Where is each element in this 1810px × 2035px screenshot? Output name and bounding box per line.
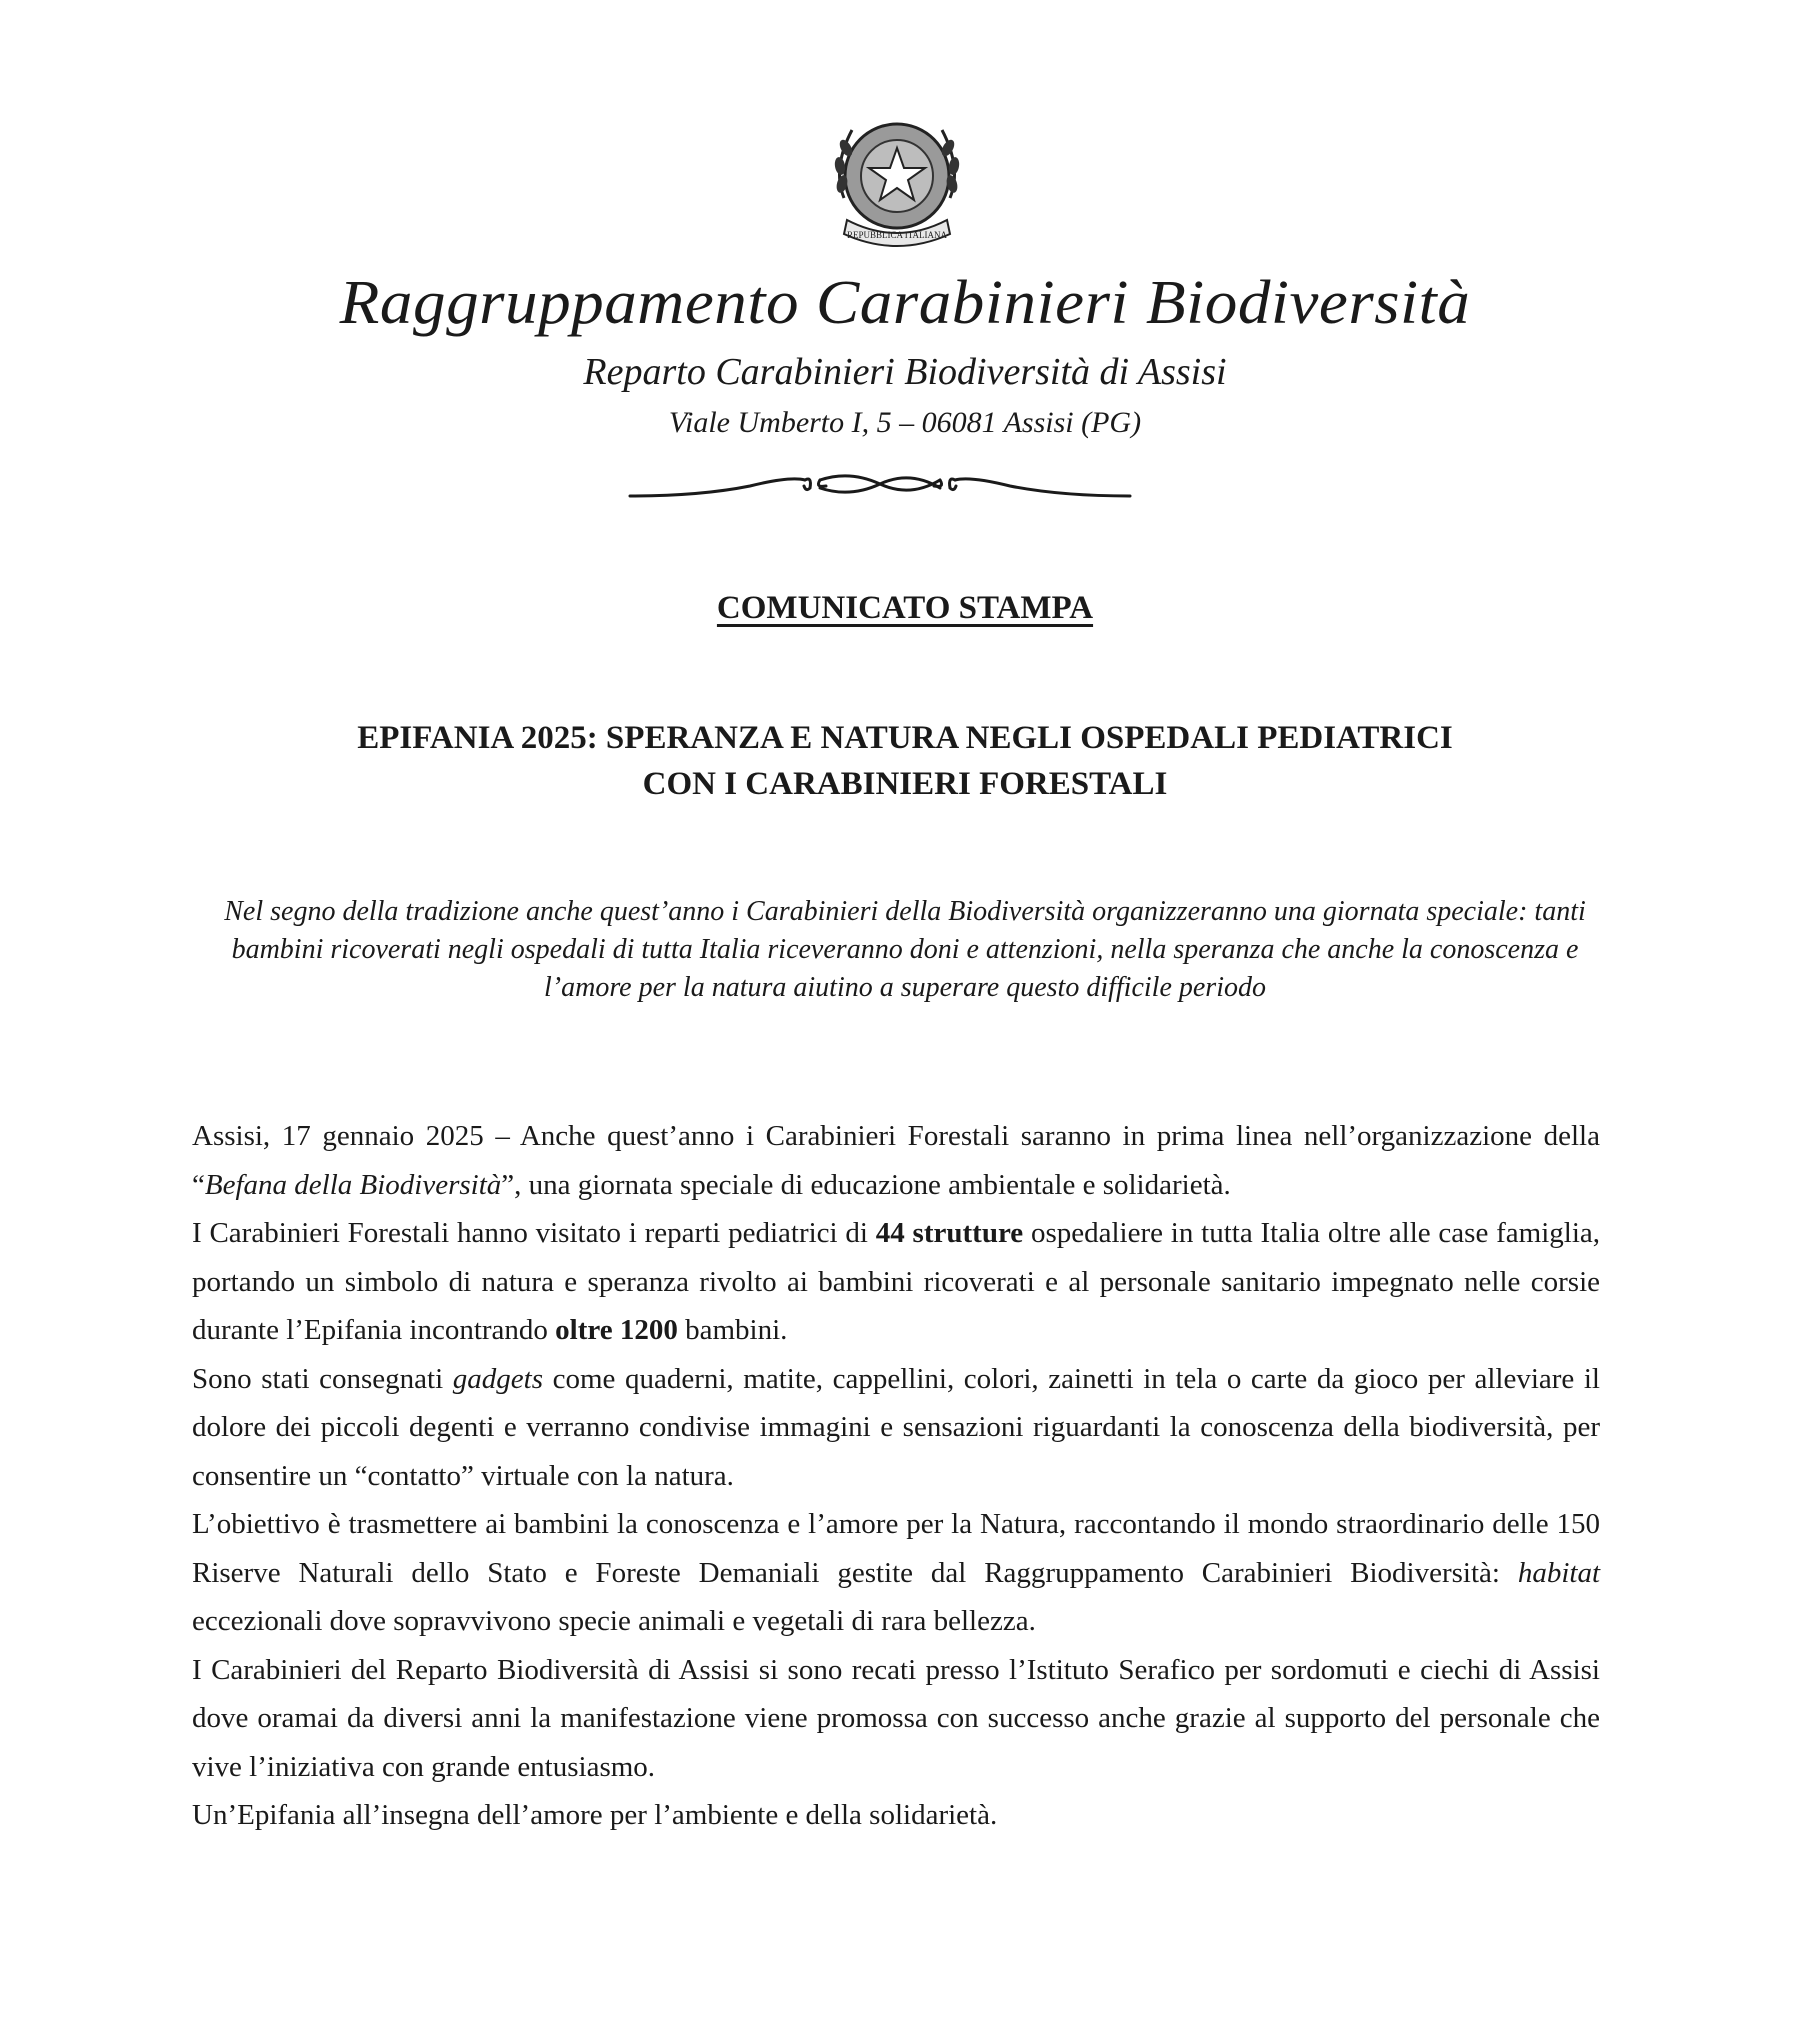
headline-line-1: EPIFANIA 2025: SPERANZA E NATURA NEGLI OSPEDALI PEDIATRICI [357, 720, 1453, 756]
headline [180, 715, 1630, 807]
italian-republic-emblem-icon [822, 108, 972, 258]
gadgets-term: gadgets [452, 1362, 543, 1395]
paragraph-2: I Carabinieri Forestali hanno visitato i reparti pediatrici di 44 strutture ospedaliere in tutta Italia oltre alle case famiglia, portando un simbolo di natura e speranza rivolto ai bambini ricoverati e al personale sanitario impegnato nelle corsie durante l’Epifania incontrando oltre 1200 bambini. [192, 1217, 1601, 1346]
paragraph-1: Assisi, 17 gennaio 2025 – Anche quest’anno i Carabinieri Forestali saranno in prima linea nell’organizzazione della “Befana della Biodiversità”, una giornata speciale di educazione ambientale e solidarietà. [192, 1120, 1600, 1201]
organization-address: Viale Umberto I, 5 – 06081 Assisi (PG) [668, 406, 1142, 439]
children-count: oltre 1200 [555, 1314, 678, 1346]
emblem-ribbon-text: REPUBBLICA ITALIANA [846, 230, 948, 240]
paragraph-6: Un’Epifania all’insegna dell’amore per l’ambiente e della solidarietà. [192, 1799, 998, 1831]
paragraph-4: L’obiettivo è trasmettere ai bambini la conoscenza e l’amore per la Natura, raccontando il mondo straordinario delle 150 Riserve Naturali dello Stato e Foreste Demaniali gestite dal Raggruppamento Carabinieri Biodiversità: habitat eccezionali dove sopravvivono specie animali e vegetali di rara bellezza. [192, 1508, 1600, 1637]
event-name: Befana della Biodiversità [204, 1168, 502, 1201]
press-release-label-text: COMUNICATO STAMPA [716, 590, 1094, 626]
habitat-term: habitat [1517, 1556, 1600, 1589]
press-release-label [0, 590, 1810, 627]
organization-title: Raggruppamento Carabinieri Biodiversità [339, 269, 1471, 337]
paragraph-5: I Carabinieri del Reparto Biodiversità di Assisi si sono recati presso l’Istituto Serafico per sordomuti e ciechi di Assisi dove oramai da diversi anni la manifestazione viene promossa con successo anche grazie al supporto del personale che vive l’iniziativa con grande entusiasmo. [192, 1653, 1600, 1783]
structures-count: 44 strutture [875, 1217, 1024, 1249]
organization-subtitle: Reparto Carabinieri Biodiversità di Assisi [583, 351, 1227, 393]
abstract-summary: Nel segno della tradizione anche quest’anno i Carabinieri della Biodiversità organizzeranno una giornata speciale: tanti bambini ricoverati negli ospedali di tutta Italia riceveranno doni e attenzioni, nella speranza che anche la conoscenza e l’amore per la natura aiutino a superare questo difficile periodo [224, 896, 1586, 1003]
headline-line-2: CON I CARABINIERI FORESTALI [642, 766, 1168, 802]
paragraph-3: Sono stati consegnati gadgets come quaderni, matite, cappellini, colori, zainetti in tela o carte da gioco per alleviare il dolore dei piccoli degenti e verranno condivise immagini e sensazioni riguardanti la conoscenza della biodiversità, per consentire un “contatto” virtuale con la natura. [192, 1362, 1600, 1492]
article-body [192, 1112, 1600, 1840]
ornamental-divider-icon [620, 466, 1140, 502]
